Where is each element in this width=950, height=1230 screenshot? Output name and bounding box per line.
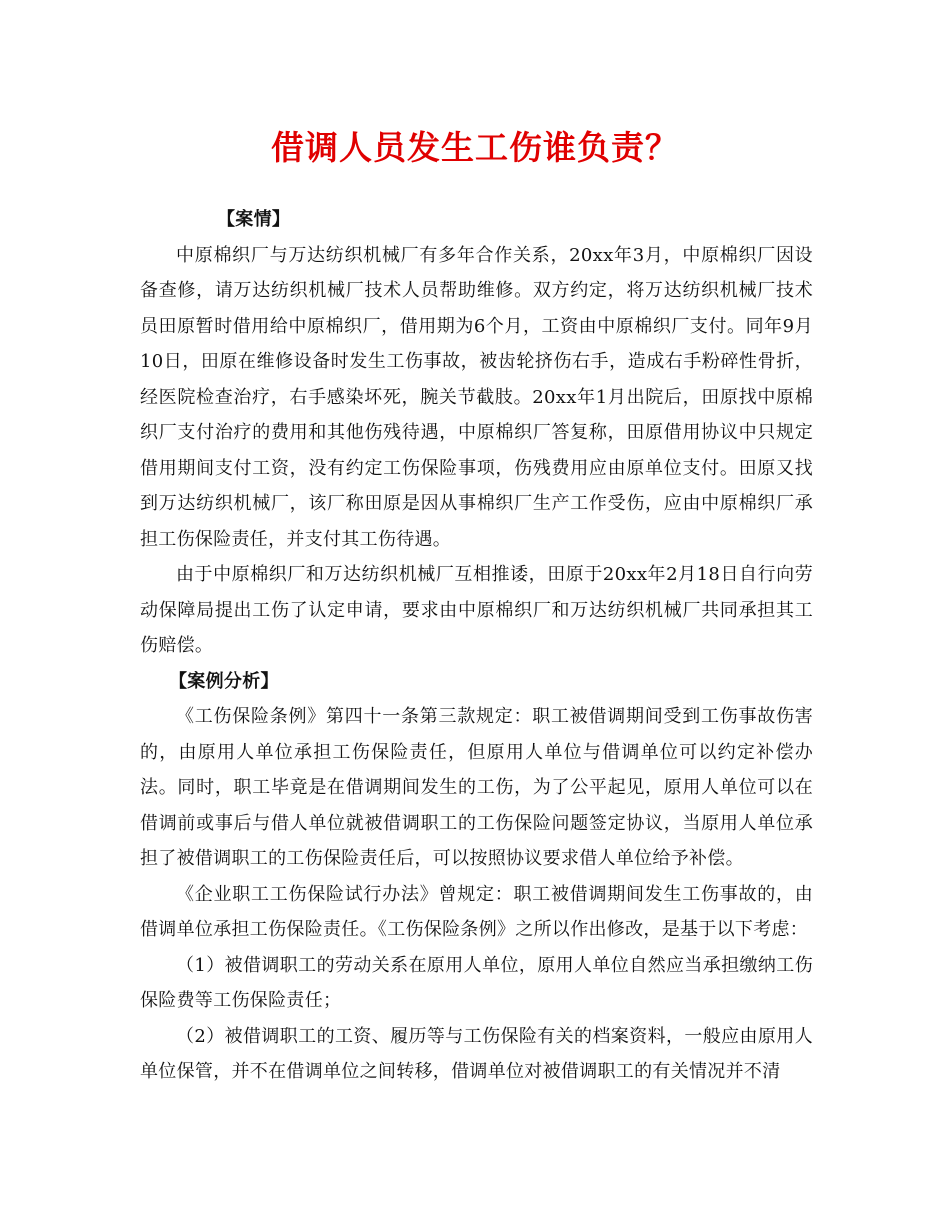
paragraph: 中原棉织厂与万达纺织机械厂有多年合作关系，20xx年3月，中原棉织厂因设备查修，请万达纺织机械厂技术人员帮助维修。双方约定，将万达纺织机械厂技术员田原暂时借用给中原棉织厂，借用期为6个月，工资由中原棉织厂支付。同年9月10日，田原在维修设备时发生工伤事故，被齿轮挤伤右手，造成右手粉碎性骨折，经医院检查治疗，右手感染坏死，腕关节截肢。20xx年1月出院后，田原找中原棉织厂支付治疗的费用和其他伤残待遇，中原棉织厂答复称，田原借用协议中只规定借用期间支付工资，没有约定工伤保险事项，伤残费用应由原单位支付。田原又找到万达纺织机械厂，该厂称田原是因从事棉织厂生产工作受伤，应由中原棉织厂承担工伤保险责任，并支付其工伤待遇。 <box>140 244 813 550</box>
section-heading-case: 【案情】 <box>217 209 291 230</box>
paragraph: 《企业职工工伤保险试行办法》曾规定：职工被借调期间发生工伤事故的，由借调单位承担工伤保险责任。《工伤保险条例》之所以作出修改，是基于以下考虑： <box>140 883 813 940</box>
document-title: 借调人员发生工伤谁负责？ <box>271 128 679 167</box>
paragraph: 《工伤保险条例》第四十一条第三款规定：职工被借调期间受到工伤事故伤害的，由原用人单位承担工伤保险责任，但原用人单位与借调单位可以约定补偿办法。同时，职工毕竟是在借调期间发生的工伤，为了公平起见，原用人单位可以在借调前或事后与借人单位就被借调职工的工伤保险问题签定协议，当原用人单位承担了被借调职工的工伤保险责任后，可以按照协议要求借人单位给予补偿。 <box>140 706 813 869</box>
paragraph: 由于中原棉织厂和万达纺织机械厂互相推诿，田原于20xx年2月18日自行向劳动保障局提出工伤了认定申请，要求由中原棉织厂和万达纺织机械厂共同承担其工伤赔偿。 <box>140 564 813 656</box>
document-body <box>140 202 813 1090</box>
paragraph: （2）被借调职工的工资、履历等与工伤保险有关的档案资料，一般应由原用人单位保管，并不在借调单位之间转移，借调单位对被借调职工的有关情况并不清 <box>140 1025 813 1082</box>
paragraph: （1）被借调职工的劳动关系在原用人单位，原用人单位自然应当承担缴纳工伤保险费等工伤保险责任； <box>140 954 813 1011</box>
section-heading-analysis: 【案例分析】 <box>169 670 279 692</box>
